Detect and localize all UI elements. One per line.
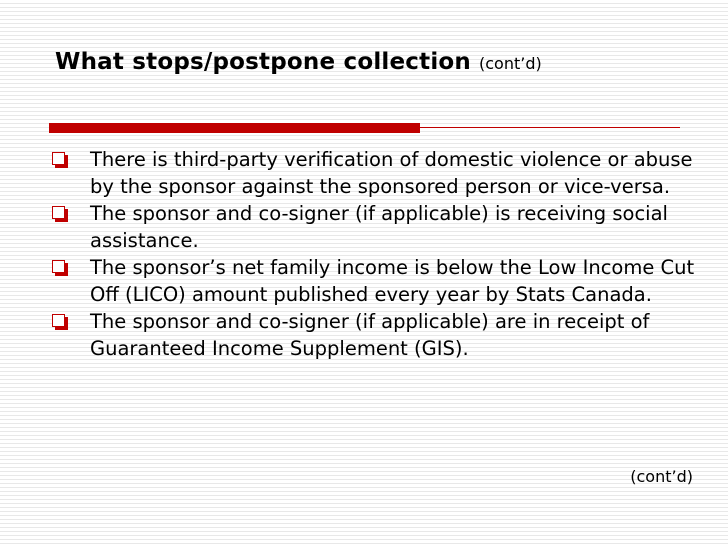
- bullet-text: The sponsor and co-signer (if applicable) is receiving social assistance.: [90, 202, 668, 252]
- hollow-square-bullet-icon: [52, 260, 65, 273]
- bullet-text: There is third-party verification of domestic violence or abuse by the sponsor against the sponsored person or vice-versa.: [90, 148, 693, 198]
- title-text: What stops/postpone collection: [55, 49, 471, 75]
- list-item: [50, 308, 710, 362]
- bullet-text: The sponsor and co-signer (if applicable) are in receipt of Guaranteed Income Supplement (GIS).: [90, 310, 650, 360]
- hollow-square-bullet-icon: [52, 314, 65, 327]
- title-suffix: (cont’d): [479, 54, 542, 73]
- title-divider: [49, 123, 680, 133]
- continued-note: (cont’d): [630, 467, 693, 486]
- bullet-list: [50, 146, 710, 362]
- list-item: [50, 254, 710, 308]
- list-item: [50, 146, 710, 200]
- hollow-square-bullet-icon: [52, 152, 65, 165]
- list-item: [50, 200, 710, 254]
- slide-title: [55, 49, 542, 75]
- bullet-text: The sponsor’s net family income is below the Low Income Cut Off (LICO) amount published every year by Stats Canada.: [90, 256, 695, 306]
- divider-accent-bar: [49, 123, 420, 133]
- divider-thin-line: [420, 127, 680, 128]
- hollow-square-bullet-icon: [52, 206, 65, 219]
